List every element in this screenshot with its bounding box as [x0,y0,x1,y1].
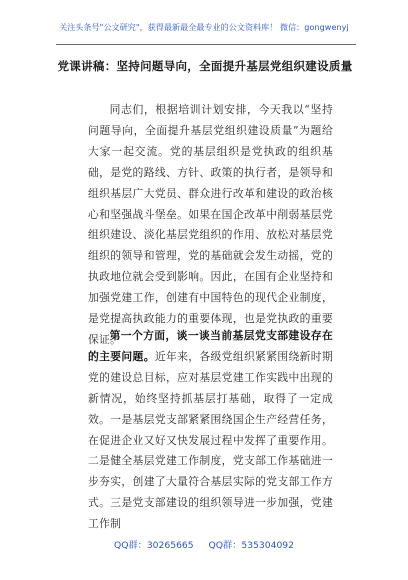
header-notice: 关注头条号"公文研究"，获得最新最全最专业的公文资料库！ 微信：gongwenyj [59,23,349,32]
header-divider [56,44,356,45]
document-title: 党课讲稿：坚持问题导向，全面提升基层党组织建设质量 [57,59,353,73]
section-one-heading: 第一个方面，谈一谈当前基层党支部建设存在的主要问题。 [88,329,333,363]
paragraph-section-one [88,326,333,535]
paragraph-intro-text: 同志们，根据培训计划安排，今天我以“坚持问题导向，全面提升基层党组织建设质量”为题给大家一起交流。党的基层组织是党执政的组织基础，是党的路线、方针、政策的执行者，是领导和组织基层广大党员、群众进行改革和建设的政治核心和坚强战斗堡垒。如果在国企改革中削弱基层党组织建设、淡化基层党组织的作用、放松对基层党组织的领导和管理，党的基础就会发生动摇，党的执政地位就会受到影响。因此，在国有企业坚持和加强党建工作，创建有中国特色的现代企业制度，是党提高执政能力的重要体现，也是党执政的重要保证。 [88,103,333,346]
footer-qq-group-2: QQ群：535304092 [208,540,294,551]
section-one-text: 近年来，各级党组织紧紧围绕新时期党的建设总目标，应对基层党建工作实践中出现的新情况，始终坚持抓基层打基础，取得了一定成效。一是基层党支部紧紧围绕国企生产经营任务，在促进企业又好又快发展过程中发挥了重要作用。二是健全基层党建工作制度，党支部工作基础进一步夯实，创建了大量符合基层实际的党支部工作方式。三是党支部建设的组织领导进一步加强，党建工作制 [88,349,333,531]
footer [0,537,408,551]
paragraph-intro [88,100,333,351]
footer-qq-group-1: QQ群：30265665 [114,540,194,551]
